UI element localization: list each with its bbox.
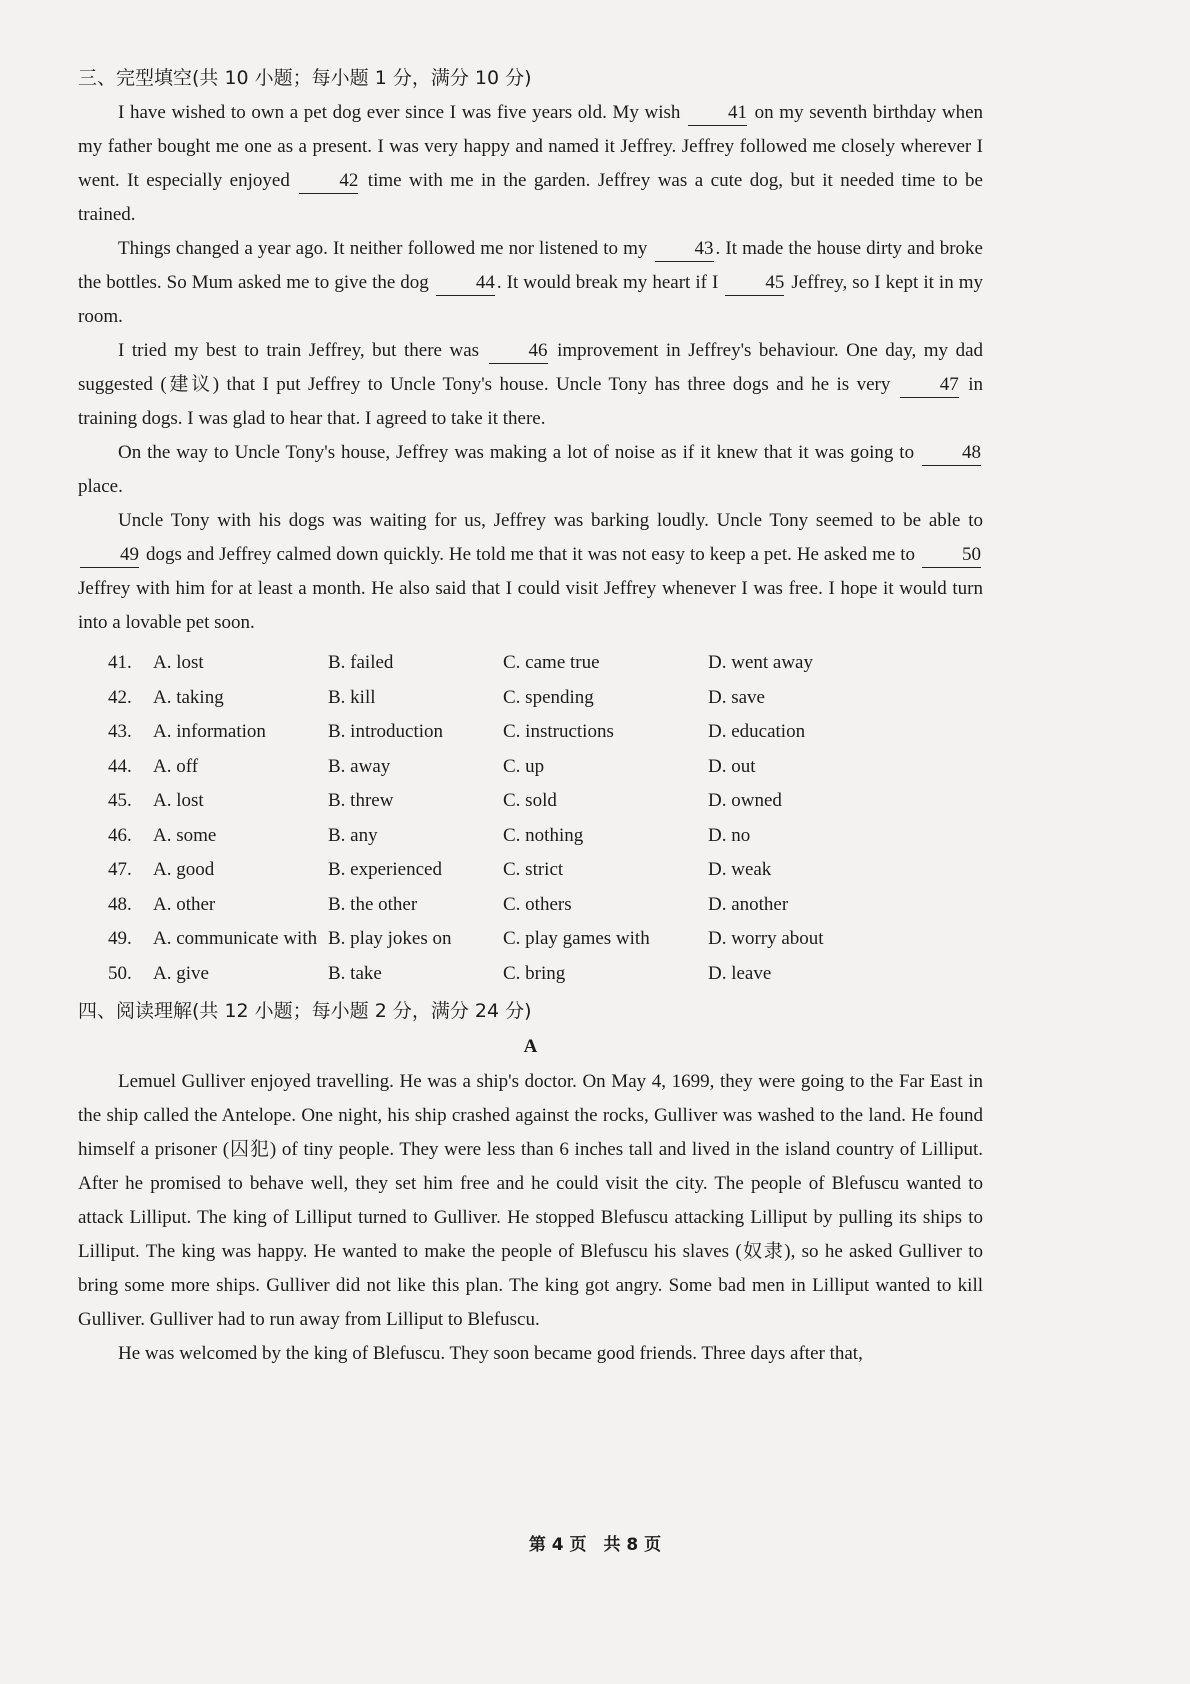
option-c: C. others xyxy=(503,893,572,915)
option-d: D. education xyxy=(708,721,806,742)
cloze-text: Jeffrey, so I kept it in my room. xyxy=(78,272,984,327)
cloze-text: I tried my best to train Jeffrey, but there was xyxy=(118,340,487,361)
cloze-blank: 41 xyxy=(688,101,747,126)
cloze-text: On the way to Uncle Tony's house, Jeffrey was making a lot of noise as if it knew that it was going to xyxy=(118,442,920,463)
option-d: D. worry about xyxy=(708,928,824,949)
question-row xyxy=(108,715,983,750)
option-c: C. play games with xyxy=(503,928,650,949)
option-d: D. out xyxy=(708,755,756,777)
section-4-heading: 四、阅读理解(共 12 小题；每小题 2 分，满分 24 分) xyxy=(78,1000,532,1022)
cloze-paragraph xyxy=(78,504,983,640)
cloze-blank: 50 xyxy=(922,543,981,568)
option-a: A. some xyxy=(153,824,217,846)
option-c: C. spending xyxy=(503,686,594,708)
option-a: A. taking xyxy=(153,686,224,708)
question-row xyxy=(108,888,983,923)
cloze-text: I have wished to own a pet dog ever since I was five years old. My wish xyxy=(118,102,687,123)
cloze-text: . It made the house dirty and broke the bottles. So Mum asked me to give the dog xyxy=(78,238,983,293)
option-d: D. save xyxy=(708,686,765,708)
question-row xyxy=(108,957,983,992)
question-row xyxy=(108,681,983,716)
cloze-paragraph xyxy=(78,436,983,504)
question-row xyxy=(108,646,983,681)
option-a: A. other xyxy=(153,893,216,915)
option-a: A. communicate with xyxy=(153,928,318,949)
question-number: 44. xyxy=(108,755,132,777)
option-d: D. no xyxy=(708,824,751,846)
cloze-text: improvement in Jeffrey's behaviour. One day, my dad suggested (建议) that I put Jeffrey to Uncle Tony's house. Uncle Tony has three dogs and he is very xyxy=(78,340,983,395)
cloze-paragraph xyxy=(78,334,983,436)
question-row xyxy=(108,819,983,854)
cloze-blank: 47 xyxy=(900,373,959,398)
question-number: 45. xyxy=(108,790,132,811)
section-3-heading: 三、完型填空(共 10 小题；每小题 1 分，满分 10 分) xyxy=(78,67,532,89)
question-number: 47. xyxy=(108,859,132,880)
exam-page xyxy=(78,60,983,1371)
cloze-blank: 46 xyxy=(489,339,548,364)
cloze-blank: 49 xyxy=(80,543,139,568)
option-b: B. away xyxy=(328,755,391,777)
cloze-text: place. xyxy=(78,476,123,497)
option-a: A. lost xyxy=(153,790,204,811)
cloze-passage xyxy=(78,96,983,640)
option-c: C. came true xyxy=(503,652,600,673)
question-number: 50. xyxy=(108,962,132,984)
cloze-blank: 43 xyxy=(655,237,714,262)
cloze-paragraph xyxy=(78,96,983,232)
question-row xyxy=(108,750,983,785)
option-a: A. off xyxy=(153,755,199,777)
option-b: B. failed xyxy=(328,652,394,673)
option-d: D. weak xyxy=(708,859,772,880)
option-a: A. good xyxy=(153,859,215,880)
option-d: D. went away xyxy=(708,652,813,673)
cloze-text: on my seventh birthday when my father bought me one as a present. I was very happy and named it Jeffrey. Jeffrey followed me closely wherever I went. It especially enjoyed xyxy=(78,102,983,191)
question-row xyxy=(108,922,983,957)
cloze-blank: 44 xyxy=(436,271,495,296)
question-number: 49. xyxy=(108,928,132,949)
option-c: C. nothing xyxy=(503,824,584,846)
option-c: C. strict xyxy=(503,859,564,880)
passage-a-title: A xyxy=(523,1036,538,1057)
cloze-blank: 48 xyxy=(922,441,981,466)
question-number: 48. xyxy=(108,893,132,915)
option-a: A. lost xyxy=(153,652,204,673)
cloze-text: . It would break my heart if I xyxy=(496,272,724,293)
option-b: B. any xyxy=(328,824,378,846)
question-number: 46. xyxy=(108,824,132,846)
cloze-text: Things changed a year ago. It neither followed me nor listened to my xyxy=(118,238,653,259)
option-b: B. play jokes on xyxy=(328,928,452,949)
option-d: D. another xyxy=(708,893,789,915)
option-b: B. kill xyxy=(328,686,376,708)
cloze-text: Uncle Tony with his dogs was waiting for us, Jeffrey was barking loudly. Uncle Tony seemed to be able to xyxy=(118,510,983,531)
option-a: A. give xyxy=(153,962,209,984)
option-b: B. the other xyxy=(328,893,418,915)
question-row xyxy=(108,784,983,819)
option-c: C. up xyxy=(503,755,545,777)
option-b: B. threw xyxy=(328,790,394,811)
option-a: A. information xyxy=(153,721,266,742)
option-d: D. leave xyxy=(708,962,772,984)
option-c: C. bring xyxy=(503,962,566,984)
cloze-text: dogs and Jeffrey calmed down quickly. He told me that it was not easy to keep a pet. He asked me to xyxy=(141,544,920,565)
option-b: B. experienced xyxy=(328,859,442,880)
cloze-blank: 42 xyxy=(299,169,358,194)
option-b: B. introduction xyxy=(328,721,444,742)
option-b: B. take xyxy=(328,962,382,984)
page-footer: 第 4 页 共 8 页 xyxy=(528,1535,662,1555)
cloze-text: Jeffrey with him for at least a month. He also said that I could visit Jeffrey whenever I was free. I hope it would turn into a lovable pet soon. xyxy=(78,578,983,633)
reading-paragraph-1: Lemuel Gulliver enjoyed travelling. He was a ship's doctor. On May 4, 1699, they were going to the Far East in the ship called the Antelope. One night, his ship crashed against the rocks, Gulliver was washed to the land. He found himself a prisoner (囚犯) of tiny people. They were less than 6 inches tall and lived in the island country of Lilliput. After he promised to behave well, they set him free and he could visit the city. The people of Blefuscu wanted to attack Lilliput. The king of Lilliput turned to Gulliver. He stopped Blefuscu attacking Lilliput by pulling its ships to Lilliput. The king was happy. He wanted to make the people of Blefuscu his slaves (奴隶), so he asked Gulliver to bring some more ships. Gulliver did not like this plan. The king got angry. Some bad men in Lilliput wanted to kill Gulliver. Gulliver had to run away from Lilliput to Blefuscu. xyxy=(78,1071,983,1330)
question-number: 42. xyxy=(108,686,132,708)
cloze-text: time with me in the garden. Jeffrey was a cute dog, but it needed time to be trained. xyxy=(78,170,983,225)
cloze-paragraph xyxy=(78,232,983,334)
option-d: D. owned xyxy=(708,790,782,811)
cloze-options xyxy=(108,646,983,991)
question-row xyxy=(108,853,983,888)
option-c: C. sold xyxy=(503,790,557,811)
cloze-blank: 45 xyxy=(725,271,784,296)
cloze-text: in training dogs. I was glad to hear that. I agreed to take it there. xyxy=(78,374,983,429)
reading-paragraph-2: He was welcomed by the king of Blefuscu. They soon became good friends. Three days after that, xyxy=(118,1343,863,1364)
option-c: C. instructions xyxy=(503,721,614,742)
question-number: 41. xyxy=(108,652,132,673)
question-number: 43. xyxy=(108,721,132,742)
